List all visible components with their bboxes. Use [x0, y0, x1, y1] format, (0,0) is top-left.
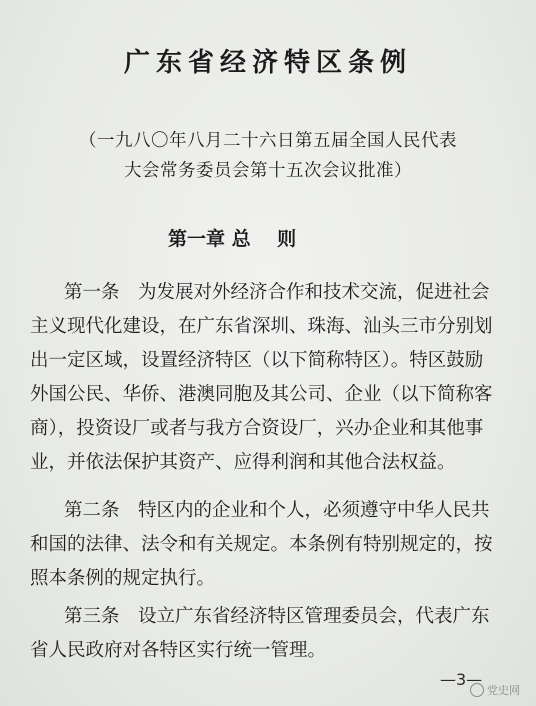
article-1-line-2: 主义现代化建设，在广东省深圳、珠海、汕头三市分别划	[30, 316, 493, 337]
approval-note-line-2: 大会常务委员会第十五次会议批准）	[124, 161, 412, 181]
watermark	[470, 682, 520, 698]
page-number: —3—	[440, 670, 483, 689]
article-3-line-1: 第三条 设立广东省经济特区管理委员会，代表广东	[64, 606, 490, 627]
article-3-line-2: 省人民政府对各特区实行统一管理。	[30, 640, 327, 661]
article-2-line-3: 照本条例的规定执行。	[30, 568, 216, 589]
article-1-line-3: 出一定区域，设置经济特区（以下简称特区）。特区鼓励	[30, 350, 484, 371]
article-1-line-4: 外国公民、华侨、港澳同胞及其公司、企业（以下简称客	[30, 384, 493, 405]
chapter-heading: 第一章 总 则	[168, 228, 297, 250]
document-title: 广东省经济特区条例	[123, 48, 412, 78]
wechat-icon	[470, 683, 484, 697]
article-1-line-5: 商），投资设厂或者与我方合资设厂，兴办企业和其他事	[30, 418, 484, 439]
article-1-line-6: 业，并依法保护其资产、应得利润和其他合法权益。	[30, 452, 456, 473]
watermark-label: 党史网	[487, 684, 520, 697]
article-2-line-2: 和国的法律、法令和有关规定。本条例有特别规定的，按	[30, 534, 493, 555]
approval-note-line-1: （一九八〇年八月二十六日第五届全国人民代表	[79, 131, 457, 151]
article-2-line-1: 第二条 特区内的企业和个人，必须遵守中华人民共	[64, 500, 490, 521]
article-1-line-1: 第一条 为发展对外经济合作和技术交流，促进社会	[64, 282, 490, 303]
